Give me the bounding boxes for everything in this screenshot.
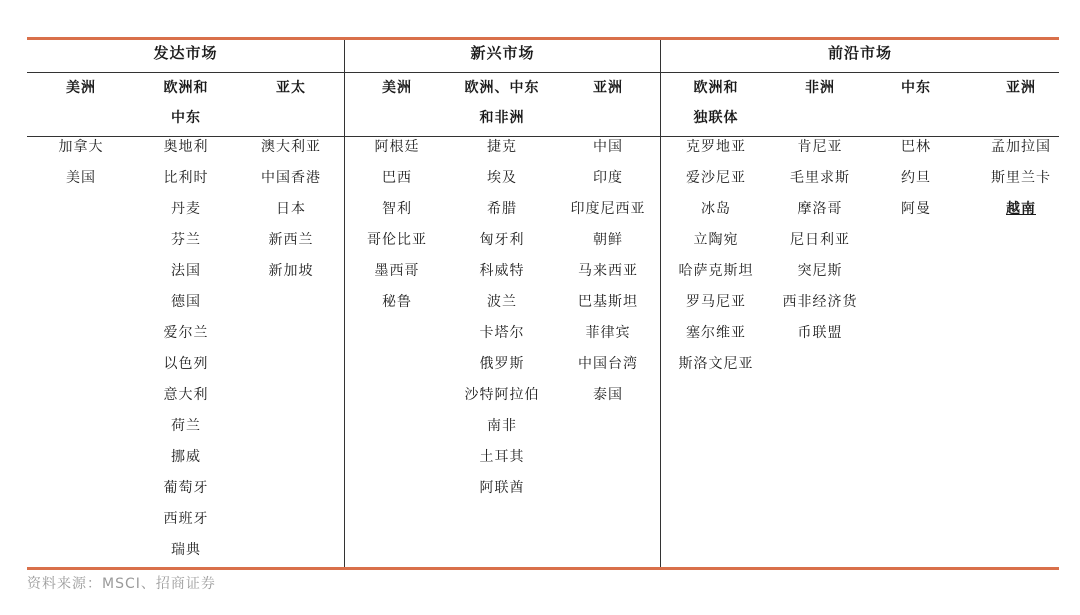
top-rule — [27, 37, 1059, 40]
country-cell: 爱沙尼亚 — [686, 170, 746, 186]
market-classification-table — [27, 37, 1059, 572]
subheader-frontier-2: 中东 — [901, 80, 931, 96]
country-cell: 沙特阿拉伯 — [464, 387, 540, 403]
country-cell: 印度 — [593, 170, 623, 186]
country-cell: 意大利 — [163, 387, 209, 403]
country-cell: 秘鲁 — [382, 294, 412, 310]
subheader-developed-1: 欧洲和 中东 — [163, 80, 209, 126]
developed-markets-title: 发达市场 — [153, 44, 218, 62]
country-cell: 肯尼亚 — [797, 139, 843, 155]
country-cell: 中国 — [593, 139, 623, 155]
country-cell: 土耳其 — [479, 449, 525, 465]
frontier-markets-title: 前沿市场 — [827, 44, 892, 62]
country-cell: 摩洛哥 — [797, 201, 843, 217]
country-cell: 哈萨克斯坦 — [678, 263, 754, 279]
column-frontier-3 — [959, 132, 1080, 225]
country-cell: 币联盟 — [797, 325, 843, 341]
country-cell: 印度尼西亚 — [570, 201, 646, 217]
country-cell: 阿根廷 — [374, 139, 420, 155]
country-cell: 匈牙利 — [479, 232, 525, 248]
country-cell: 德国 — [171, 294, 201, 310]
country-cell: 泰国 — [593, 387, 623, 403]
country-cell: 澳大利亚 — [261, 139, 321, 155]
country-cell: 俄罗斯 — [479, 356, 525, 372]
country-cell: 捷克 — [487, 139, 517, 155]
country-cell: 卡塔尔 — [479, 325, 525, 341]
country-cell: 墨西哥 — [374, 263, 420, 279]
country-cell: 以色列 — [163, 356, 209, 372]
country-cell: 法国 — [171, 263, 201, 279]
subheader-developed-2: 亚太 — [276, 80, 306, 96]
country-cell: 马来西亚 — [578, 263, 638, 279]
country-cell: 罗马尼亚 — [686, 294, 746, 310]
country-cell: 毛里求斯 — [790, 170, 850, 186]
country-cell: 塞尔维亚 — [686, 325, 746, 341]
country-cell: 南非 — [487, 418, 517, 434]
country-cell: 丹麦 — [171, 201, 201, 217]
country-cell: 比利时 — [163, 170, 209, 186]
country-cell: 越南 — [1006, 201, 1036, 217]
country-cell: 斯洛文尼亚 — [678, 356, 754, 372]
country-cell: 挪威 — [171, 449, 201, 465]
country-cell: 智利 — [382, 201, 412, 217]
country-cell: 埃及 — [487, 170, 517, 186]
country-cell: 日本 — [276, 201, 306, 217]
country-cell: 荷兰 — [171, 418, 201, 434]
country-cell: 中国香港 — [261, 170, 321, 186]
subheader-frontier-3: 亚洲 — [1006, 80, 1036, 96]
country-cell: 西班牙 — [163, 511, 209, 527]
subheader-emerging-0: 美洲 — [382, 80, 412, 96]
emerging-markets-title: 新兴市场 — [470, 44, 535, 62]
country-cell: 波兰 — [487, 294, 517, 310]
country-cell: 爱尔兰 — [163, 325, 209, 341]
country-cell: 巴基斯坦 — [578, 294, 638, 310]
country-cell: 突尼斯 — [797, 263, 843, 279]
subheader-emerging-1: 欧洲、中东 和非洲 — [464, 80, 540, 126]
source-note: 资料来源：MSCI、招商证券 — [27, 576, 216, 592]
country-cell: 哥伦比亚 — [367, 232, 427, 248]
country-cell: 芬兰 — [171, 232, 201, 248]
country-cell: 立陶宛 — [693, 232, 739, 248]
country-cell: 美国 — [66, 170, 96, 186]
country-cell: 尼日利亚 — [790, 232, 850, 248]
column-emerging-2 — [546, 132, 670, 411]
country-cell: 克罗地亚 — [686, 139, 746, 155]
country-cell: 瑞典 — [171, 542, 201, 558]
country-cell: 新西兰 — [268, 232, 314, 248]
country-cell: 西非经济货 — [782, 294, 858, 310]
subheader-frontier-0: 欧洲和 独联体 — [693, 80, 739, 126]
country-cell: 孟加拉国 — [991, 139, 1051, 155]
country-cell: 冰岛 — [701, 201, 731, 217]
country-cell: 巴西 — [382, 170, 412, 186]
country-cell: 菲律宾 — [585, 325, 631, 341]
country-cell: 希腊 — [487, 201, 517, 217]
country-cell: 约旦 — [901, 170, 931, 186]
country-cell: 葡萄牙 — [163, 480, 209, 496]
country-cell: 阿曼 — [901, 201, 931, 217]
country-cell: 斯里兰卡 — [991, 170, 1051, 186]
country-cell: 巴林 — [901, 139, 931, 155]
subheader-developed-0: 美洲 — [66, 80, 96, 96]
subheader-emerging-2: 亚洲 — [593, 80, 623, 96]
country-cell: 朝鲜 — [593, 232, 623, 248]
country-cell: 科威特 — [479, 263, 525, 279]
bottom-rule — [27, 567, 1059, 570]
country-cell: 奥地利 — [163, 139, 209, 155]
country-cell: 中国台湾 — [578, 356, 638, 372]
country-cell: 阿联酋 — [479, 480, 525, 496]
country-cell: 加拿大 — [58, 139, 104, 155]
country-cell: 新加坡 — [268, 263, 314, 279]
subheader-frontier-1: 非洲 — [805, 80, 835, 96]
